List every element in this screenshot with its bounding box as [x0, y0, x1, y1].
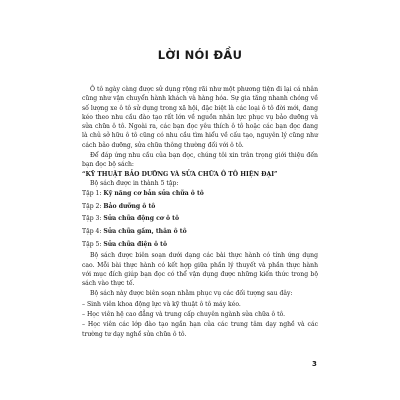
- volume-label: Tập 1:: [82, 190, 102, 198]
- page-body: [82, 85, 318, 339]
- audience-list: [82, 300, 318, 339]
- volume-name: Sửa chữa gầm, thân ô tô: [103, 228, 187, 236]
- volume-label: Tập 3:: [82, 215, 102, 223]
- audience-item: – Học viên các lớp đào tạo ngắn hạn của các trung tâm dạy nghề và các trường tư dạy nghề sửa chữa ô tô.: [82, 321, 318, 338]
- volume-item: [82, 213, 318, 226]
- volume-item: [82, 188, 318, 201]
- paragraph-intro: Ô tô ngày càng được sử dụng rộng rãi như một phương tiện đi lại cá nhân cũng như vận chuyển hành khách và hàng hóa. Sự gia tăng nhanh chóng về số lượng xe ô tô sử dụng trong xã hội, đặc biệt là các loại ô tô đời mới, đang kéo theo nhu cầu đào tạo rất lớn về nguồn nhân lực phục vụ bảo dưỡng và sửa chữa ô tô. Ngoài ra, các bạn đọc yêu thích ô tô hoặc các bạn đọc đang là chủ sở hữu ô tô cũng có nhu cầu tìm hiểu về cấu tạo, nguyên lý cũng như cách bảo dưỡng, sửa chữa thông thường đối với ô tô.: [82, 86, 318, 149]
- volume-name: Sửa chữa động cơ ô tô: [103, 215, 180, 223]
- volume-item: [82, 201, 318, 214]
- volume-label: Tập 5:: [82, 240, 102, 248]
- volume-name: Kỹ năng cơ bản sửa chữa ô tô: [103, 190, 204, 198]
- volume-item: [82, 239, 318, 252]
- audience-item: – Học viên hệ cao đẳng và trung cấp chuyên ngành sửa chữa ô tô.: [82, 311, 286, 319]
- volume-name: Sửa chữa điện ô tô: [103, 240, 168, 248]
- page-title: LỜI NÓI ĐẦU: [157, 48, 243, 62]
- volumes-intro: Bộ sách được in thành 5 tập:: [90, 179, 179, 187]
- page-number: 3: [312, 360, 317, 368]
- volume-item: [82, 226, 318, 239]
- audience-item: – Sinh viên khoa động lực và kỹ thuật ô tô máy kéo.: [82, 300, 241, 308]
- volume-list: [82, 188, 318, 251]
- paragraph-introduce-series: Để đáp ứng nhu cầu của bạn đọc, chúng tôi xin trân trọng giới thiệu đến bạn đọc bộ sách:: [82, 152, 318, 169]
- series-title: “KỸ THUẬT BẢO DƯỠNG VÀ SỬA CHỮA Ô TÔ HIỆN ĐẠI”: [82, 170, 278, 178]
- paragraph-audience-intro: Bộ sách này được biên soạn nhằm phục vụ các đối tượng sau đây:: [90, 290, 293, 298]
- volume-label: Tập 2:: [82, 202, 102, 210]
- paragraph-format: Bộ sách được biên soạn dưới dạng các bài thực hành có tính ứng dụng cao. Mỗi bài thực hành có kết hợp giữa phần lý thuyết và phần thực hành với mục đích giúp bạn đọc có thể vận dụng được những kiến thức trong bộ sách vào thực tế.: [82, 252, 318, 288]
- volume-name: Bảo dưỡng ô tô: [103, 202, 156, 210]
- volume-label: Tập 4:: [82, 228, 102, 236]
